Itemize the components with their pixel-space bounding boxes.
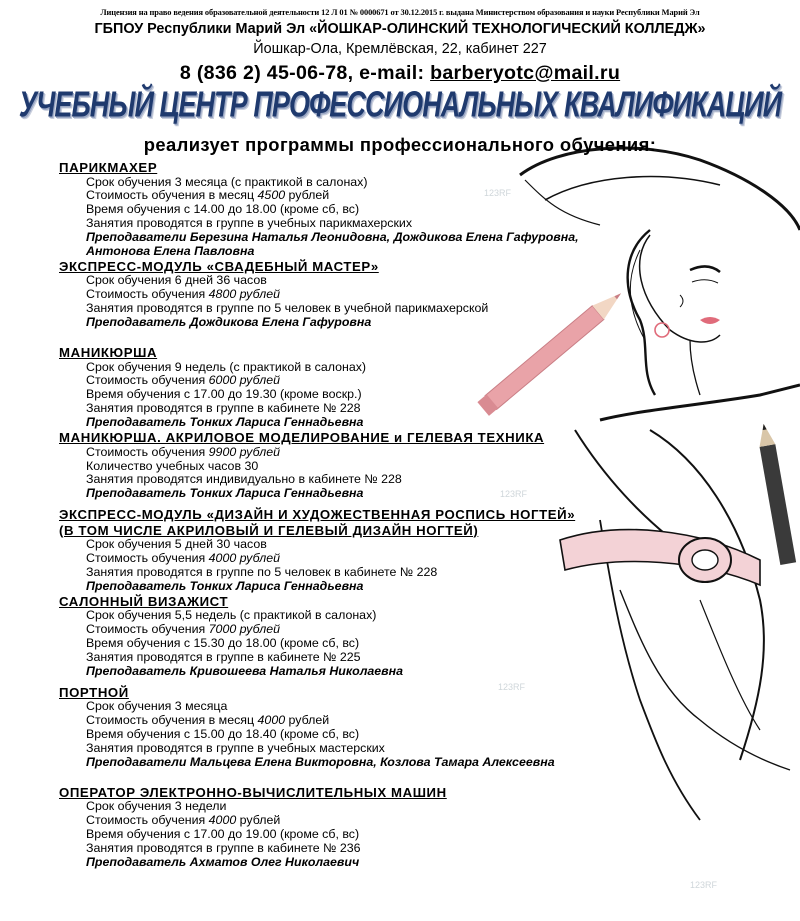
- course-teacher: Преподаватель Дождикова Елена Гафуровна: [86, 315, 372, 330]
- course-title: МАНИКЮРША. АКРИЛОВОЕ МОДЕЛИРОВАНИЕ и ГЕЛЕВАЯ ТЕХНИКА: [59, 430, 545, 446]
- watermark: 123RF: [498, 682, 526, 692]
- course-line: Срок обучения 6 дней 36 часов: [86, 273, 267, 288]
- course-line: Стоимость обучения в месяц 4500 рублей: [86, 188, 330, 203]
- course-title: ПАРИКМАХЕР: [59, 160, 158, 175]
- course-line: Количество учебных часов 30: [86, 458, 259, 473]
- course-line: Время обучения с 17.00 до 19.00 (кроме сб, вс): [86, 827, 360, 842]
- course-line: Занятия проводятся в группе в кабинете № 236: [86, 841, 361, 856]
- phone: 8 (836 2) 45-06-78, e-mail:: [179, 62, 431, 84]
- course-manicure: [59, 345, 799, 430]
- course-line: Стоимость обучения 4000 рублей: [86, 551, 281, 566]
- contact-line: [0, 62, 800, 85]
- course-teacher: Преподаватель Ахматов Олег Николаевич: [86, 855, 360, 870]
- course-line: Срок обучения 9 недель (с практикой в салонах): [86, 359, 367, 374]
- course-line: Занятия проводятся в группе в учебных парикмахерских: [86, 216, 413, 231]
- course-list: [59, 160, 799, 870]
- course-line: Занятия проводятся индивидуально в кабинете № 228: [86, 472, 402, 487]
- course-line: Время обучения с 17.00 до 19.30 (кроме воскр.): [86, 387, 362, 402]
- course-makeup-artist: [59, 594, 799, 679]
- course-nail-design: [59, 507, 799, 594]
- email-link[interactable]: barberyotc@mail.ru: [430, 62, 621, 84]
- course-line: Срок обучения 5 дней 30 часов: [86, 537, 267, 552]
- watermark: 123RF: [500, 489, 528, 499]
- course-line: Срок обучения 3 месяца (с практикой в салонах): [86, 174, 368, 189]
- course-line: Стоимость обучения 6000 рублей: [86, 373, 281, 388]
- course-title: ПОРТНОЙ: [59, 684, 129, 700]
- course-line: Время обучения с 14.00 до 18.00 (кроме сб, вс): [86, 202, 360, 217]
- course-line: Занятия проводятся в группе по 5 человек в кабинете № 228: [86, 565, 438, 580]
- course-teacher: Преподаватель Тонких Лариса Геннадьевна: [86, 486, 364, 501]
- course-acrylic-gel: [59, 430, 799, 501]
- course-teacher: Преподаватель Тонких Лариса Геннадьевна: [86, 415, 364, 430]
- address: Йошкар-Ола, Кремлёвская, 22, кабинет 227: [253, 41, 547, 57]
- course-line: Срок обучения 3 месяца: [86, 699, 228, 714]
- course-line: Срок обучения 5,5 недель (с практикой в салонах): [86, 608, 377, 623]
- banner-title: УЧЕБНЫЙ ЦЕНТР ПРОФЕССИОНАЛЬНЫХ КВАЛИФИКАЦИЙ: [18, 84, 782, 125]
- course-line: Занятия проводятся в группе в кабинете № 228: [86, 401, 361, 416]
- course-wedding-master: [59, 259, 799, 330]
- course-teacher: Антонова Елена Павловна: [86, 244, 255, 259]
- watermark: 123RF: [484, 188, 512, 198]
- license-text: Лицензия на право ведения образовательной деятельности 12 Л 01 № 0000671 от 30.12.2015 г. выдана Министерством образования и науки Республики Марий Эл: [100, 8, 700, 17]
- course-teacher: Преподаватель Кривошеева Наталья Николаевна: [86, 663, 404, 678]
- course-title-continued: (В ТОМ ЧИСЛЕ АКРИЛОВЫЙ И ГЕЛЕВЫЙ ДИЗАЙН НОГТЕЙ): [59, 522, 479, 538]
- course-title: ЭКСПРЕСС-МОДУЛЬ «СВАДЕБНЫЙ МАСТЕР»: [59, 258, 379, 274]
- course-title: МАНИКЮРША: [59, 345, 158, 361]
- course-line: Занятия проводятся в группе в кабинете № 225: [86, 650, 361, 665]
- organization-name: ГБПОУ Республики Марий Эл «ЙОШКАР-ОЛИНСКИЙ ТЕХНОЛОГИЧЕСКИЙ КОЛЛЕДЖ»: [94, 21, 706, 37]
- course-line: Стоимость обучения 7000 рублей: [86, 622, 281, 637]
- course-line: Стоимость обучения 9900 рублей: [86, 444, 281, 459]
- course-line: Время обучения с 15.00 до 18.40 (кроме сб, вс): [86, 727, 360, 742]
- course-line: Время обучения с 15.30 до 18.00 (кроме сб, вс): [86, 636, 360, 651]
- course-title: ОПЕРАТОР ЭЛЕКТРОННО-ВЫЧИСЛИТЕЛЬНЫХ МАШИН: [59, 784, 447, 800]
- course-tailor: [59, 685, 799, 770]
- course-line: Стоимость обучения 4800 рублей: [86, 287, 281, 302]
- course-title: ЭКСПРЕСС-МОДУЛЬ «ДИЗАЙН И ХУДОЖЕСТВЕННАЯ РОСПИСЬ НОГТЕЙ»: [59, 507, 576, 523]
- course-line: Стоимость обучения 4000 рублей: [86, 813, 281, 828]
- course-teacher: Преподаватели Мальцева Елена Викторовна, Козлова Тамара Алексеевна: [86, 755, 555, 769]
- course-teacher: Преподаватели Березина Наталья Леонидовна, Дождикова Елена Гафуровна,: [86, 230, 579, 245]
- course-line: Стоимость обучения в месяц 4000 рублей: [86, 713, 330, 728]
- course-line: Срок обучения 3 недели: [86, 799, 227, 814]
- course-hairdresser: [59, 160, 799, 259]
- course-line: Занятия проводятся в группе по 5 человек в учебной парикмахерской: [86, 301, 489, 316]
- course-title: САЛОННЫЙ ВИЗАЖИСТ: [59, 593, 229, 609]
- course-teacher: Преподаватель Тонких Лариса Геннадьевна: [86, 578, 364, 593]
- watermark: 123RF: [690, 880, 718, 890]
- tagline: реализует программы профессионального обучения:: [143, 134, 657, 155]
- course-computer-operator: [59, 785, 799, 870]
- course-line: Занятия проводятся в группе в учебных мастерских: [86, 741, 385, 756]
